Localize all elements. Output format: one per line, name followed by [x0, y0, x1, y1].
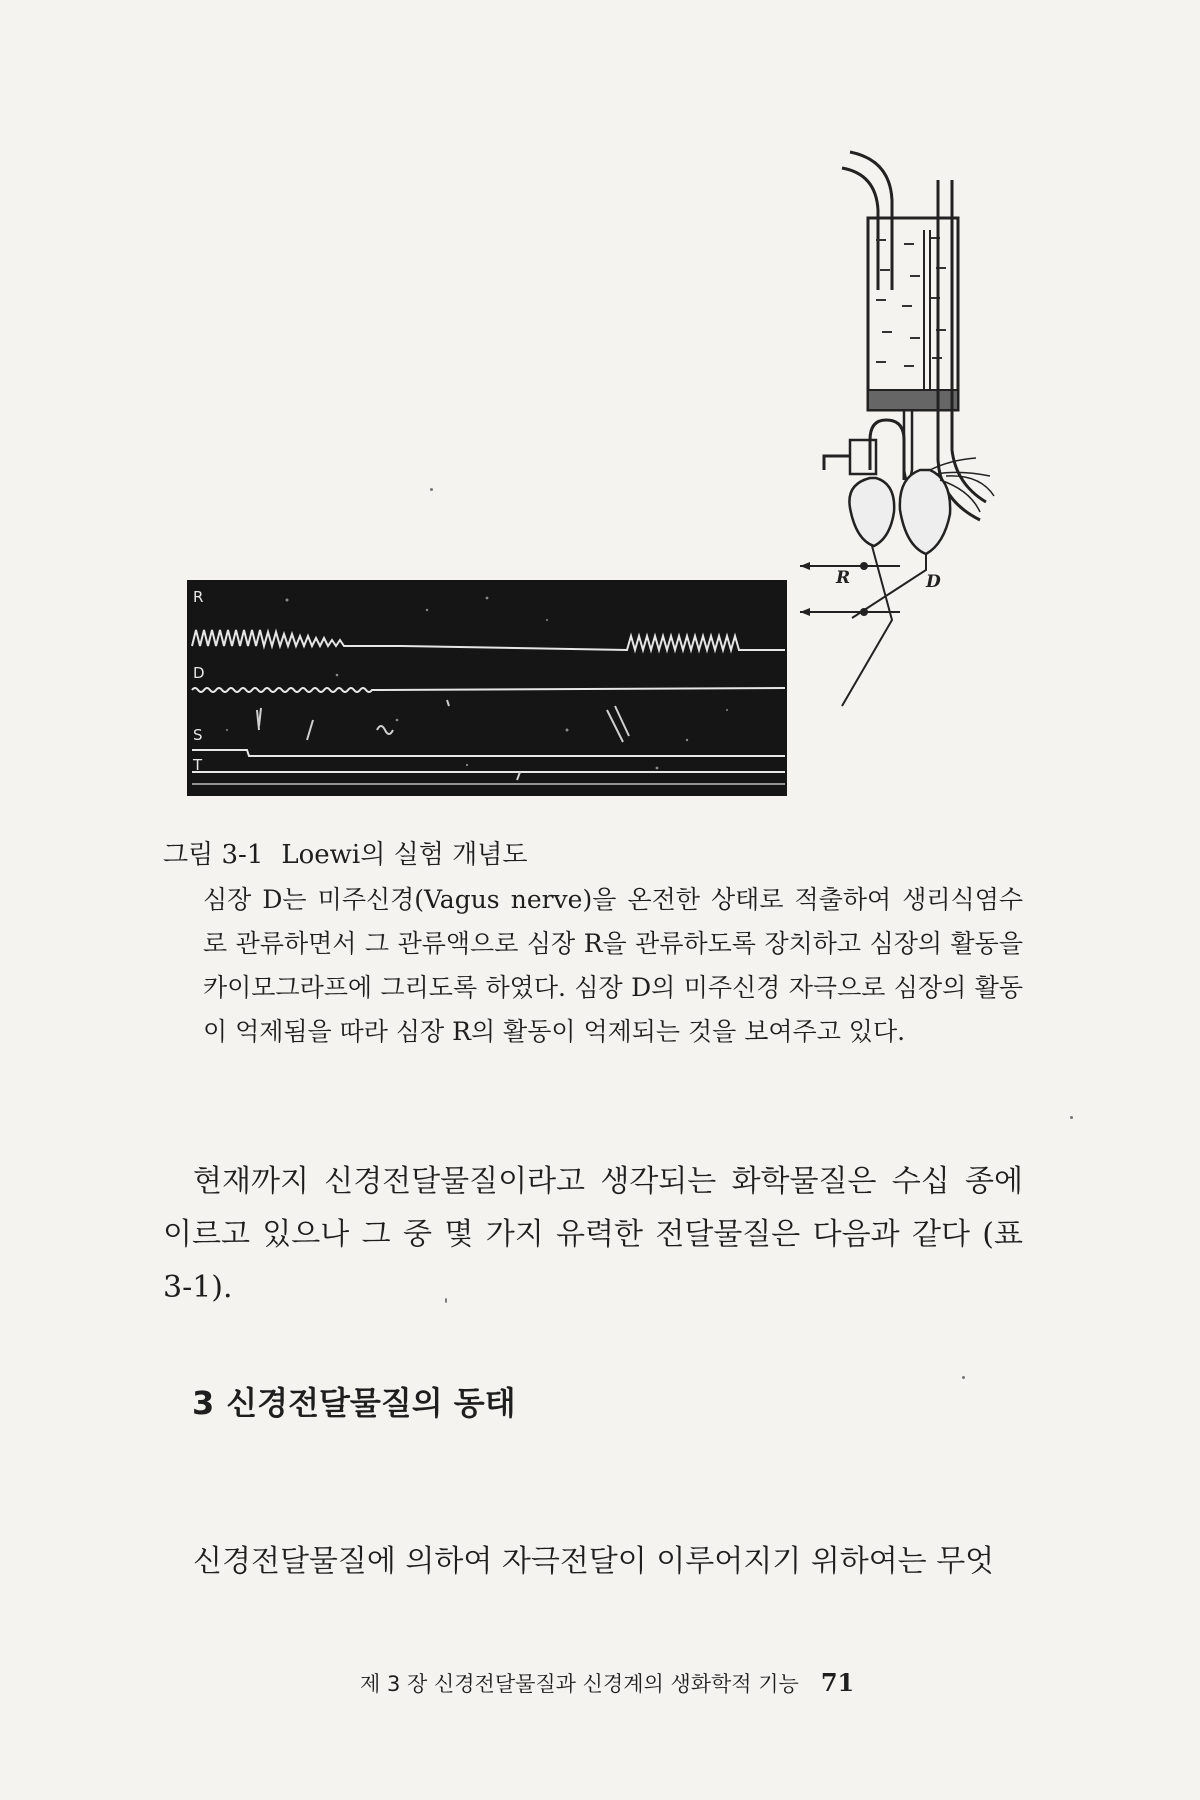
- heart-label-d: D: [926, 572, 941, 592]
- body-paragraph-1: 현재까지 신경전달물질이라고 생각되는 화학물질은 수십 종에 이르고 있으나 그 중 몇 가지 유력한 전달물질은 다음과 같다 (표 3-1).: [163, 1164, 1023, 1305]
- trace-r: [192, 630, 785, 650]
- heart-r: [849, 478, 894, 546]
- heart-label-r: R: [836, 568, 851, 588]
- figure-title: Loewi의 실험 개념도: [281, 840, 528, 870]
- scan-speck: [962, 1376, 965, 1379]
- trace-d: [192, 688, 785, 692]
- perfusion-apparatus: [780, 140, 1200, 740]
- section-number: 3: [192, 1384, 215, 1422]
- scan-speck: [1070, 1116, 1073, 1119]
- trace-label-d: D: [193, 664, 205, 682]
- trace-label-s: S: [193, 726, 203, 744]
- page-number: 71: [820, 1668, 855, 1697]
- section-heading: [192, 1378, 516, 1424]
- caption-body: 심장 D는 미주신경(Vagus nerve)을 온전한 상태로 적출하여 생리식염수로 관류하면서 그 관류액으로 심장 R을 관류하도록 장치하고 심장의 활동을 카이모그라프에 그리도록 하였다. 심장 D의 미주신경 자극으로 심장의 활동이 억제됨을 따라 심장 R의 활동이 억제되는 것을 보여주고 있다.: [203, 885, 1023, 1046]
- figure-caption: [163, 838, 1023, 1054]
- kymograph-traces: [187, 580, 787, 796]
- page-footer: [360, 1668, 854, 1698]
- heart-d: [900, 470, 950, 554]
- section-title: 신경전달물질의 동태: [226, 1384, 516, 1422]
- chapter-title: 제 3 장 신경전달물질과 신경계의 생화학적 기능: [360, 1672, 799, 1696]
- trace-s: [192, 750, 785, 756]
- caption-title: [163, 838, 1023, 872]
- figure-loewi-experiment: [0, 0, 1200, 820]
- trace-label-r: R: [193, 588, 204, 606]
- kymograph-recording: [187, 580, 787, 796]
- scan-speck: [430, 488, 433, 491]
- figure-number: 그림 3-1: [163, 840, 264, 870]
- trace-label-t: T: [193, 756, 203, 774]
- scan-speck: [445, 1298, 447, 1303]
- body-paragraph-2: 신경전달물질에 의하여 자극전달이 이루어지기 위하여는 무엇: [193, 1544, 995, 1579]
